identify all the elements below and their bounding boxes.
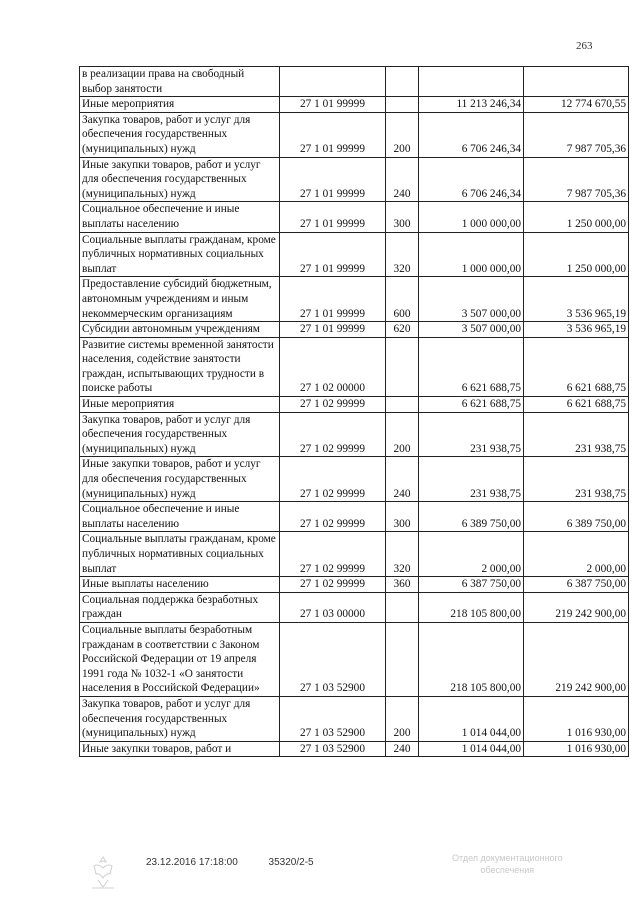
cell-name: Социальное обеспечение и иные выплаты населению: [80, 502, 280, 532]
table-row: [80, 412, 629, 457]
cell-amount-2: 219 242 900,00: [524, 622, 629, 696]
cell-name: Социальные выплаты гражданам, кроме публичных нормативных социальных выплат: [80, 532, 280, 577]
footer-doc-id: 35320/2-5: [268, 857, 314, 868]
budget-table-body: [80, 67, 629, 757]
cell-code: 27 1 01 99999: [280, 277, 386, 322]
cell-expense-type: [386, 67, 419, 97]
cell-name: Закупка товаров, работ и услуг для обеспечения государственных (муниципальных) нужд: [80, 412, 280, 457]
cell-code: 27 1 01 99999: [280, 157, 386, 202]
cell-code: 27 1 01 99999: [280, 202, 386, 232]
cell-amount-1: 3 507 000,00: [419, 277, 524, 322]
cell-expense-type: [386, 397, 419, 413]
table-row: [80, 577, 629, 593]
cell-code: 27 1 02 00000: [280, 337, 386, 396]
cell-amount-1: 11 213 246,34: [419, 97, 524, 113]
cell-name: Закупка товаров, работ и услуг для обеспечения государственных (муниципальных) нужд: [80, 696, 280, 741]
cell-name: Социальное обеспечение и иные выплаты населению: [80, 202, 280, 232]
table-row: [80, 112, 629, 157]
cell-name: Иные закупки товаров, работ и услуг для обеспечения государственных (муниципальных) нужд: [80, 457, 280, 502]
cell-amount-1: 1 014 044,00: [419, 696, 524, 741]
cell-amount-1: 231 938,75: [419, 412, 524, 457]
cell-amount-1: 1 000 000,00: [419, 202, 524, 232]
table-row: [80, 322, 629, 338]
table-row: [80, 622, 629, 696]
footer-datetime: 23.12.2016 17:18:00: [146, 857, 238, 868]
cell-expense-type: 300: [386, 502, 419, 532]
cell-expense-type: 240: [386, 457, 419, 502]
cell-name: Иные мероприятия: [80, 397, 280, 413]
cell-amount-1: 6 706 246,34: [419, 112, 524, 157]
table-row: [80, 696, 629, 741]
cell-amount-2: [524, 67, 629, 97]
cell-expense-type: [386, 592, 419, 622]
cell-expense-type: 620: [386, 322, 419, 338]
cell-amount-2: 6 387 750,00: [524, 577, 629, 593]
cell-name: Закупка товаров, работ и услуг для обеспечения государственных (муниципальных) нужд: [80, 112, 280, 157]
table-row: [80, 232, 629, 277]
cell-amount-2: 1 016 930,00: [524, 696, 629, 741]
cell-expense-type: [386, 337, 419, 396]
cell-amount-1: 6 706 246,34: [419, 157, 524, 202]
cell-expense-type: 600: [386, 277, 419, 322]
cell-name: Иные мероприятия: [80, 97, 280, 113]
cell-name: Предоставление субсидий бюджетным, автономным учреждениям и иным некоммерческим организациям: [80, 277, 280, 322]
cell-expense-type: 200: [386, 412, 419, 457]
cell-amount-2: 6 389 750,00: [524, 502, 629, 532]
cell-name: Иные закупки товаров, работ и услуг для обеспечения государственных (муниципальных) нужд: [80, 157, 280, 202]
cell-code: 27 1 02 99999: [280, 412, 386, 457]
cell-amount-1: 1 000 000,00: [419, 232, 524, 277]
table-row: [80, 592, 629, 622]
table-row: [80, 337, 629, 396]
table-row: [80, 97, 629, 113]
cell-expense-type: 300: [386, 202, 419, 232]
cell-amount-2: 231 938,75: [524, 457, 629, 502]
table-row: [80, 277, 629, 322]
cell-name: Развитие системы временной занятости населения, содействие занятости граждан, испытывающих трудности в поиске работы: [80, 337, 280, 396]
page-number: 263: [576, 40, 593, 52]
cell-name: в реализации права на свободный выбор занятости: [80, 67, 280, 97]
cell-code: 27 1 01 99999: [280, 97, 386, 113]
cell-amount-1: 2 000,00: [419, 532, 524, 577]
cell-amount-2: 7 987 705,36: [524, 157, 629, 202]
document-footer: [146, 857, 342, 868]
cell-amount-2: 1 016 930,00: [524, 741, 629, 757]
cell-amount-1: 218 105 800,00: [419, 622, 524, 696]
emblem-icon: [88, 854, 118, 890]
budget-table: [79, 66, 629, 757]
cell-amount-2: 231 938,75: [524, 412, 629, 457]
table-row: [80, 157, 629, 202]
stamp-line-1: Отдел документационного: [452, 853, 563, 863]
cell-code: 27 1 01 99999: [280, 322, 386, 338]
cell-name: Субсидии автономным учреждениям: [80, 322, 280, 338]
cell-amount-2: 6 621 688,75: [524, 337, 629, 396]
cell-amount-1: 218 105 800,00: [419, 592, 524, 622]
cell-code: 27 1 03 00000: [280, 592, 386, 622]
cell-code: [280, 67, 386, 97]
cell-expense-type: 360: [386, 577, 419, 593]
cell-amount-1: [419, 67, 524, 97]
registration-stamp: [452, 852, 563, 876]
table-row: [80, 741, 629, 757]
table-row: [80, 67, 629, 97]
cell-code: 27 1 01 99999: [280, 232, 386, 277]
cell-amount-1: 6 621 688,75: [419, 337, 524, 396]
cell-amount-2: 12 774 670,55: [524, 97, 629, 113]
cell-amount-2: 1 250 000,00: [524, 202, 629, 232]
cell-code: 27 1 02 99999: [280, 577, 386, 593]
table-row: [80, 532, 629, 577]
cell-amount-1: 6 387 750,00: [419, 577, 524, 593]
cell-amount-2: 7 987 705,36: [524, 112, 629, 157]
cell-code: 27 1 03 52900: [280, 696, 386, 741]
cell-name: Социальная поддержка безработных граждан: [80, 592, 280, 622]
cell-amount-2: 2 000,00: [524, 532, 629, 577]
cell-amount-1: 3 507 000,00: [419, 322, 524, 338]
cell-amount-2: 219 242 900,00: [524, 592, 629, 622]
cell-code: 27 1 02 99999: [280, 532, 386, 577]
cell-code: 27 1 03 52900: [280, 622, 386, 696]
table-row: [80, 202, 629, 232]
cell-amount-1: 6 389 750,00: [419, 502, 524, 532]
table-row: [80, 397, 629, 413]
cell-amount-2: 6 621 688,75: [524, 397, 629, 413]
cell-code: 27 1 02 99999: [280, 457, 386, 502]
table-row: [80, 457, 629, 502]
cell-expense-type: [386, 622, 419, 696]
cell-name: Иные закупки товаров, работ и: [80, 741, 280, 757]
cell-amount-2: 1 250 000,00: [524, 232, 629, 277]
cell-expense-type: 320: [386, 232, 419, 277]
cell-amount-1: 1 014 044,00: [419, 741, 524, 757]
cell-amount-2: 3 536 965,19: [524, 277, 629, 322]
cell-code: 27 1 03 52900: [280, 741, 386, 757]
cell-amount-2: 3 536 965,19: [524, 322, 629, 338]
cell-code: 27 1 01 99999: [280, 112, 386, 157]
stamp-line-2: обеспечения: [480, 865, 535, 875]
cell-expense-type: 200: [386, 696, 419, 741]
cell-expense-type: 240: [386, 741, 419, 757]
cell-expense-type: 320: [386, 532, 419, 577]
cell-expense-type: [386, 97, 419, 113]
cell-name: Социальные выплаты гражданам, кроме публичных нормативных социальных выплат: [80, 232, 280, 277]
cell-name: Социальные выплаты безработным гражданам в соответствии с Законом Российской Федерации от 19 апреля 1991 года № 1032-1 «О занятости населения в Российской Федерации»: [80, 622, 280, 696]
cell-name: Иные выплаты населению: [80, 577, 280, 593]
cell-amount-1: 6 621 688,75: [419, 397, 524, 413]
cell-code: 27 1 02 99999: [280, 397, 386, 413]
table-row: [80, 502, 629, 532]
cell-expense-type: 200: [386, 112, 419, 157]
cell-expense-type: 240: [386, 157, 419, 202]
cell-code: 27 1 02 99999: [280, 502, 386, 532]
cell-amount-1: 231 938,75: [419, 457, 524, 502]
